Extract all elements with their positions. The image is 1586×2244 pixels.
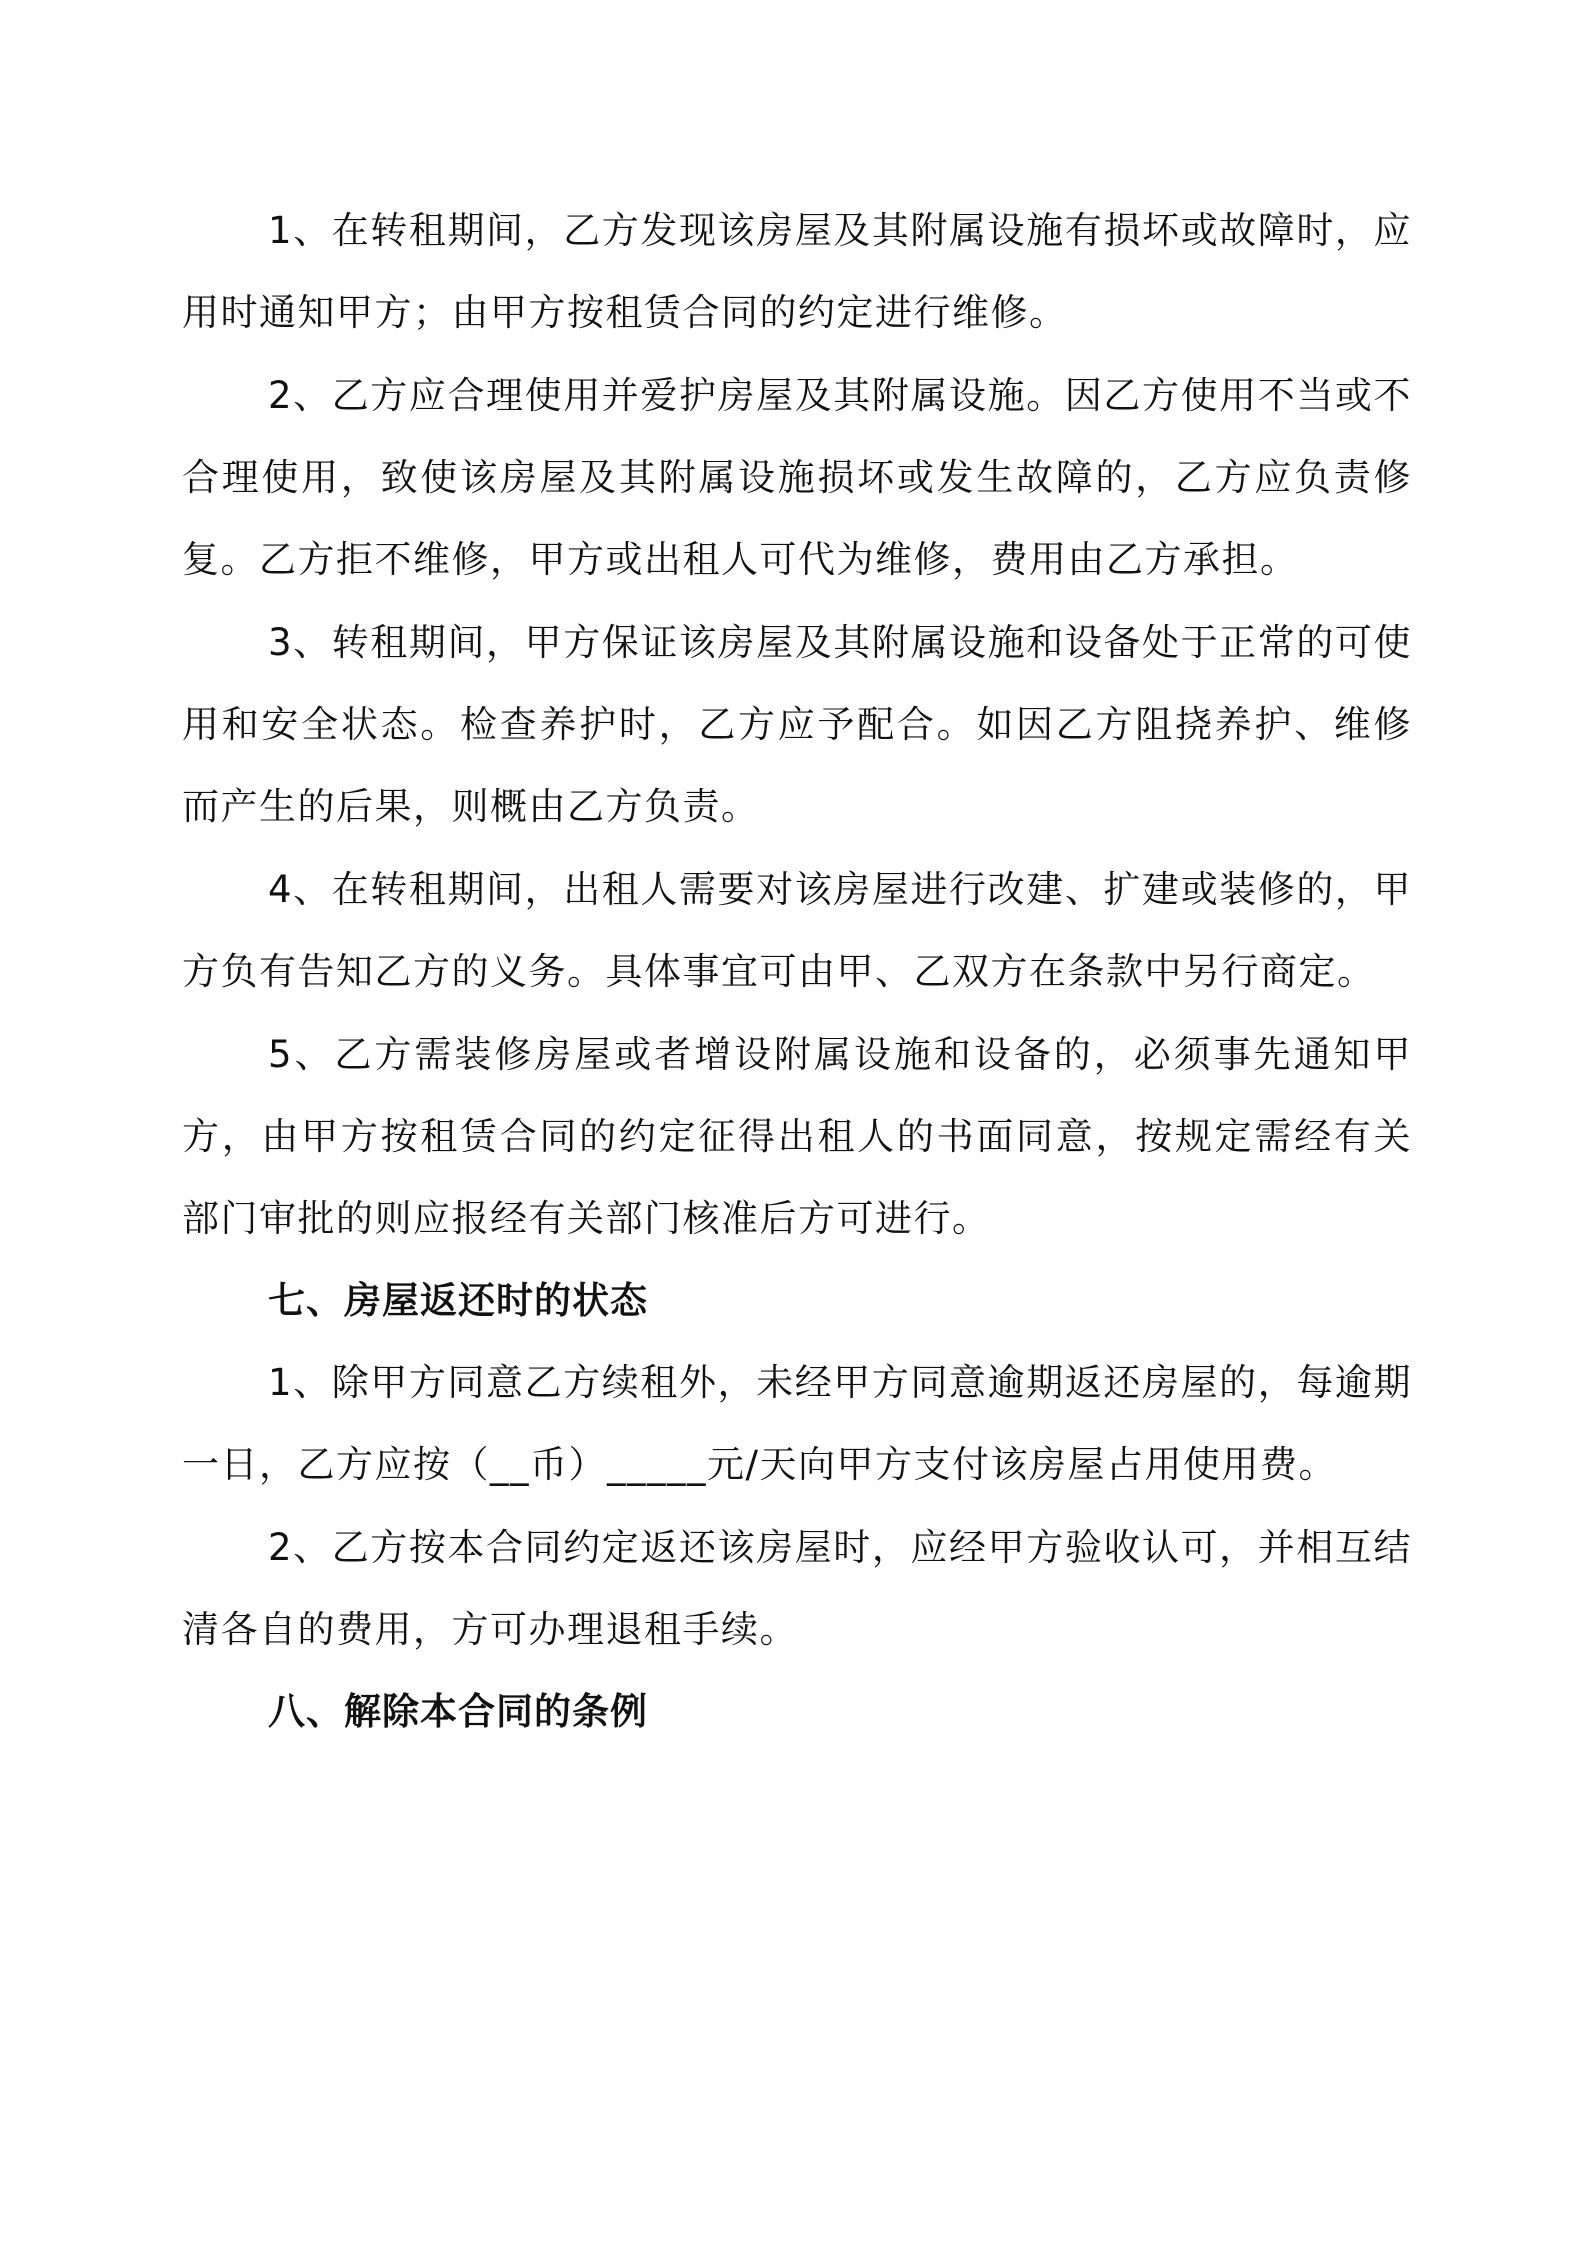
section-heading: 七、房屋返还时的状态 [268,1279,648,1322]
clause-paragraph: 2、乙方按本合同约定返还该房屋时，应经甲方验收认可，并相互结清各自的费用，方可办理退租手续。 [182,1526,1412,1651]
clause-paragraph: 1、除甲方同意乙方续租外，未经甲方同意逾期返还房屋的，每逾期一日，乙方应按（__币）_____元/天向甲方支付该房屋占用使用费。 [182,1361,1412,1486]
section-heading: 八、解除本合同的条例 [268,1690,648,1733]
clause-paragraph: 5、乙方需装修房屋或者增设附属设施和设备的，必须事先通知甲方，由甲方按租赁合同的约定征得出租人的书面同意，按规定需经有关部门审批的则应报经有关部门核准后方可进行。 [182,1033,1412,1240]
clause-paragraph: 1、在转租期间，乙方发现该房屋及其附属设施有损坏或故障时，应用时通知甲方；由甲方按租赁合同的约定进行维修。 [182,209,1412,334]
document-body [182,190,1412,1753]
clause-paragraph: 4、在转租期间，出租人需要对该房屋进行改建、扩建或装修的，甲方负有告知乙方的义务。具体事宜可由甲、乙双方在条款中另行商定。 [182,868,1412,993]
clause-paragraph: 3、转租期间，甲方保证该房屋及其附属设施和设备处于正常的可使用和安全状态。检查养护时，乙方应予配合。如因乙方阻挠养护、维修而产生的后果，则概由乙方负责。 [182,621,1412,828]
clause-paragraph: 2、乙方应合理使用并爱护房屋及其附属设施。因乙方使用不当或不合理使用，致使该房屋及其附属设施损坏或发生故障的，乙方应负责修复。乙方拒不维修，甲方或出租人可代为维修，费用由乙方承担。 [182,374,1412,581]
